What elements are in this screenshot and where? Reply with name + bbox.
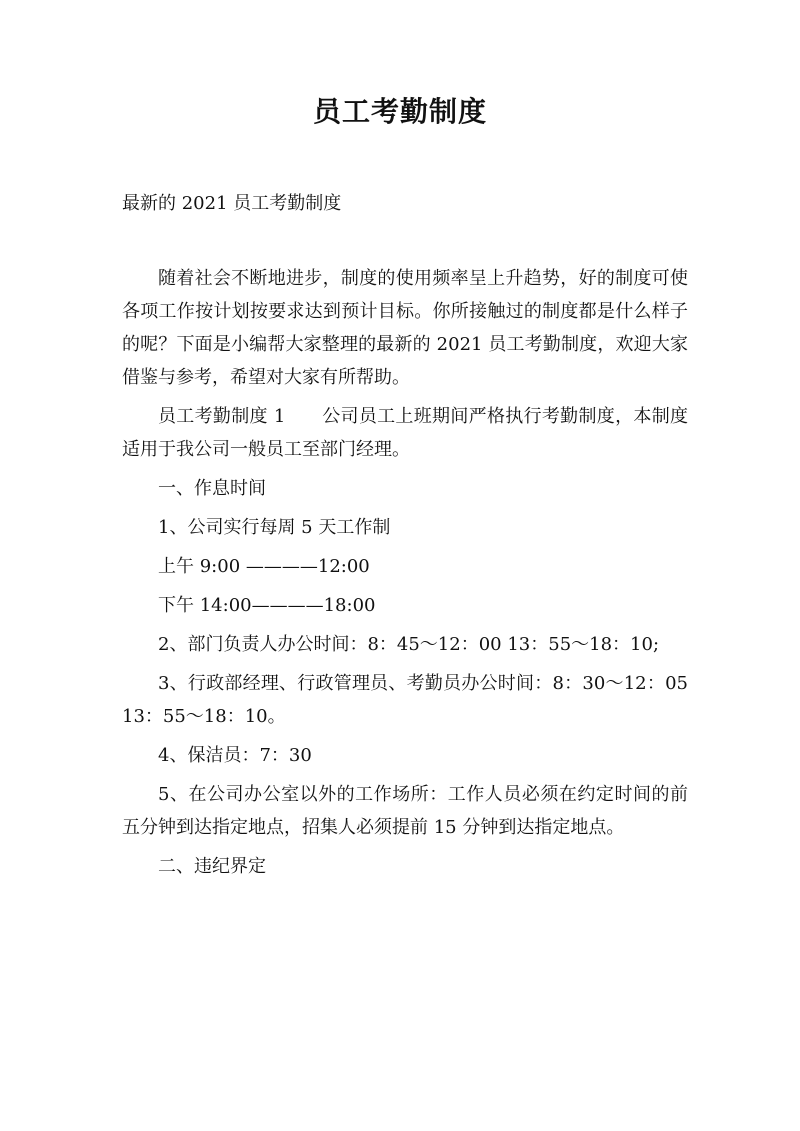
paragraph-policy-1: 员工考勤制度 1 公司员工上班期间严格执行考勤制度，本制度适用于我公司一般员工至部门经理。	[122, 406, 688, 460]
document-subtitle: 最新的 2021 员工考勤制度	[122, 193, 342, 214]
document-body	[122, 262, 688, 889]
list-item-department-head-hours: 2、部门负责人办公时间：8：45～12：00 13：55～18：10;	[158, 634, 660, 655]
paragraph-intro: 随着社会不断地进步，制度的使用频率呈上升趋势，好的制度可使各项工作按计划按要求达到预计目标。你所接触过的制度都是什么样子的呢？下面是小编帮大家整理的最新的 2021 员工考勤制度，欢迎大家借鉴与参考，希望对大家有所帮助。	[122, 268, 688, 388]
list-item-cleaner-hours: 4、保洁员：7：30	[158, 745, 312, 766]
list-item-afternoon-hours: 下午 14:00————18:00	[158, 595, 376, 616]
list-item-morning-hours: 上午 9:00 ————12:00	[158, 556, 370, 577]
document-title: 员工考勤制度	[312, 95, 487, 128]
section-heading-schedule: 一、作息时间	[158, 478, 266, 499]
list-item-offsite-rules: 5、在公司办公室以外的工作场所：工作人员必须在约定时间的前五分钟到达指定地点，招集人必须提前 15 分钟到达指定地点。	[122, 784, 688, 838]
list-item-workweek: 1、公司实行每周 5 天工作制	[158, 517, 391, 538]
list-item-admin-hours: 3、行政部经理、行政管理员、考勤员办公时间：8：30～12：05 13：55～18：10。	[122, 673, 688, 727]
section-heading-violations: 二、违纪界定	[158, 856, 266, 877]
